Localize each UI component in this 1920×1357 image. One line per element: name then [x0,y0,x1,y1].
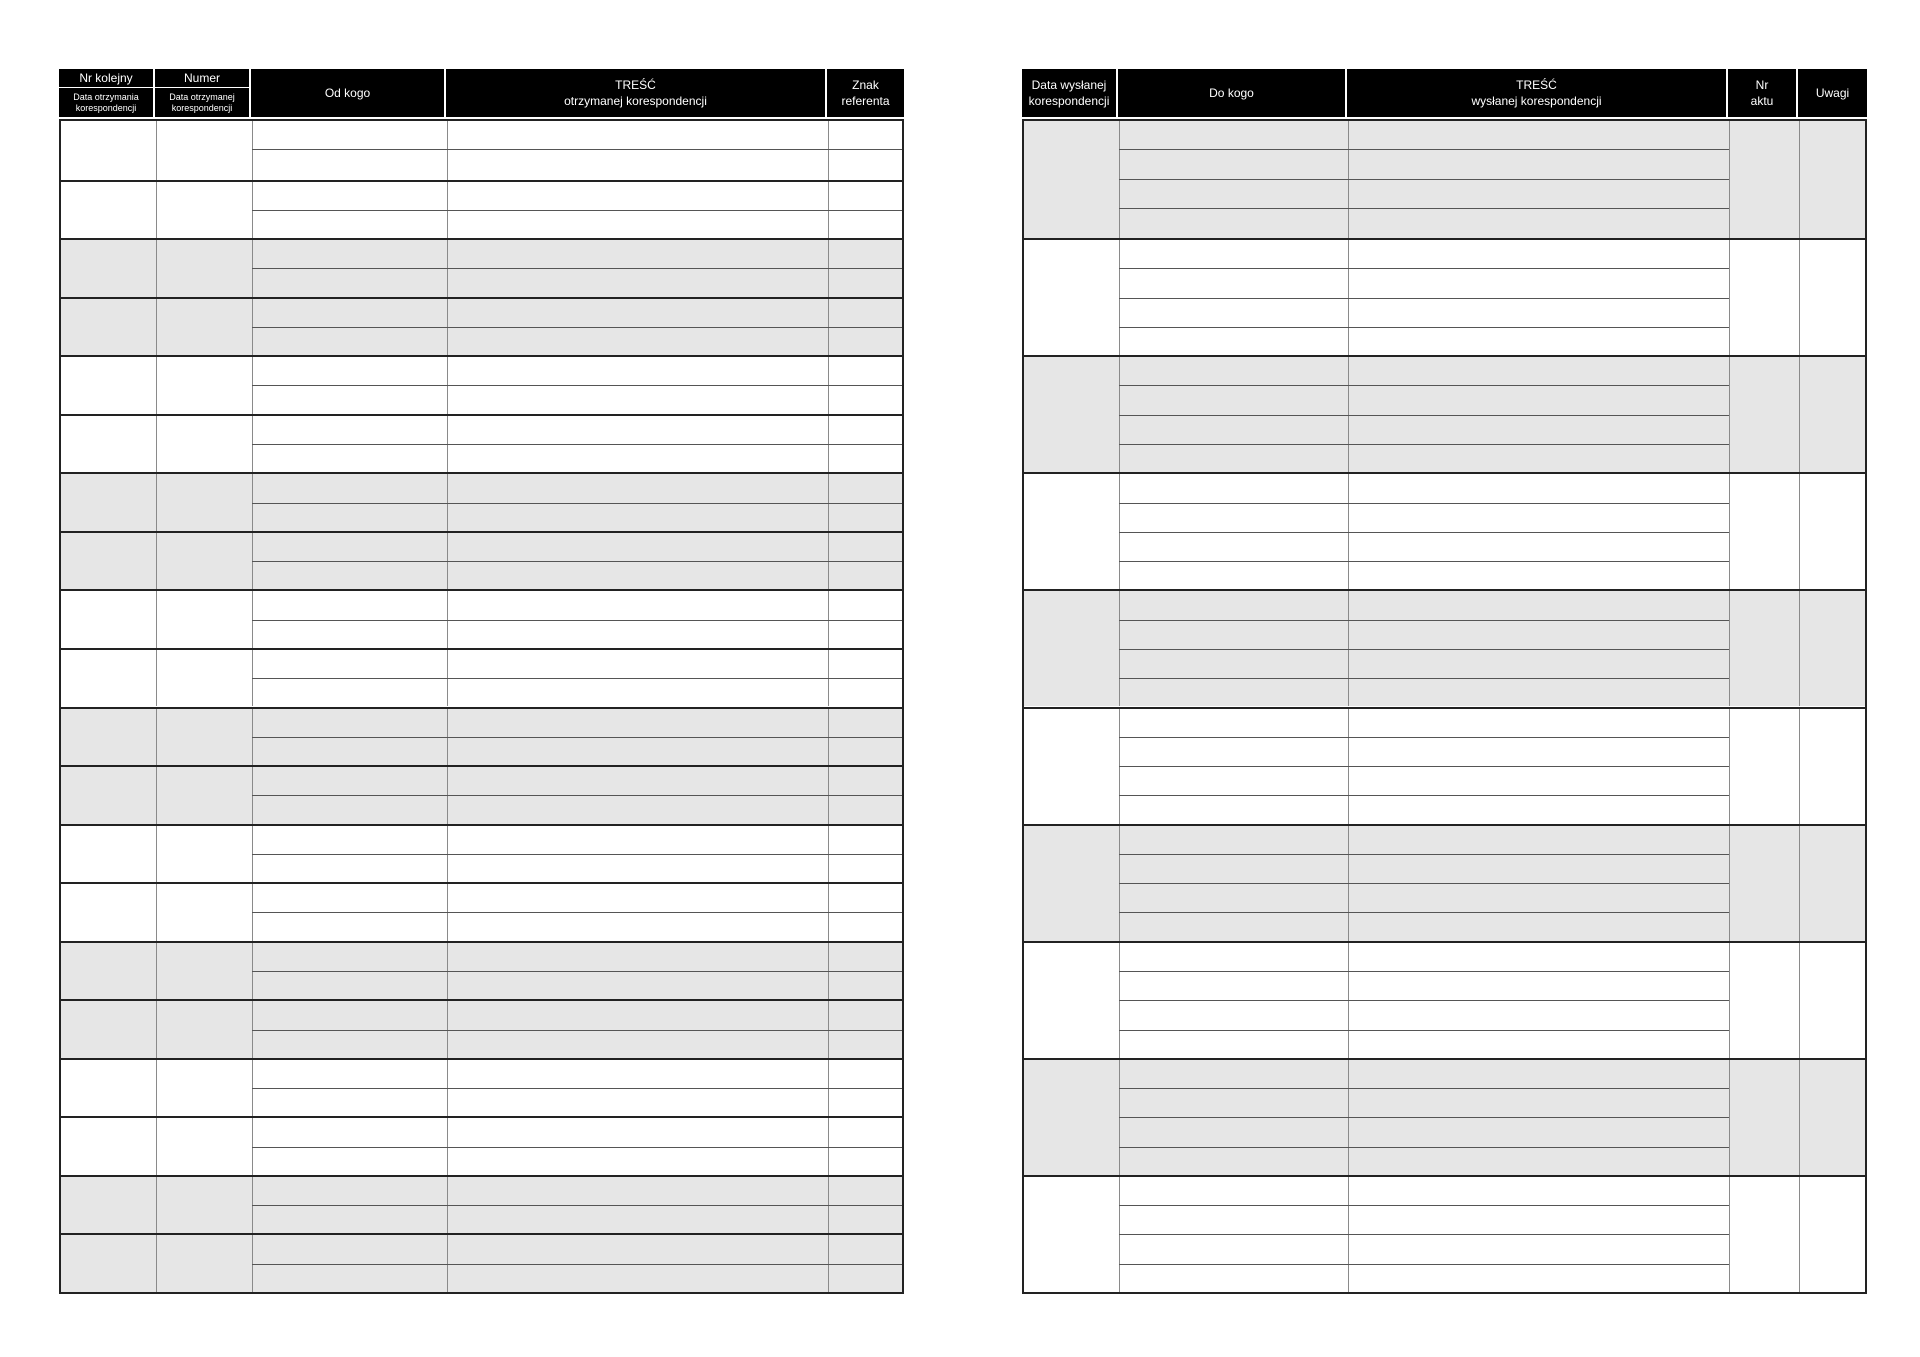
writing-line [252,1147,902,1148]
column-divider [1729,591,1730,706]
register-entry [61,999,902,1058]
writing-line [252,385,902,386]
register-entry [61,1175,902,1234]
writing-line [1119,385,1729,386]
writing-line [1119,1030,1729,1031]
column-divider [1729,1060,1730,1175]
column-divider [1729,240,1730,355]
register-entry [1024,355,1865,472]
register-entry [61,472,902,531]
register-entry [61,941,902,1000]
writing-line [1119,208,1729,209]
column-divider [1799,474,1800,589]
register-entry [1024,589,1865,706]
column-divider [156,1001,157,1058]
column-divider [1799,121,1800,238]
column-divider [156,884,157,941]
writing-line [1119,854,1729,855]
column-divider [156,182,157,239]
register-entry [61,648,902,707]
register-entry [1024,1175,1865,1292]
column-divider [156,474,157,531]
writing-line [1119,737,1729,738]
writing-line [1119,971,1729,972]
writing-line [1119,268,1729,269]
column-divider [1799,709,1800,824]
column-divider [1799,1177,1800,1292]
writing-line [252,1088,902,1089]
column-divider [1348,121,1349,238]
column-divider [1799,943,1800,1058]
writing-line [1119,620,1729,621]
column-divider [1729,357,1730,472]
column-divider [447,121,448,180]
column-divider [1799,357,1800,472]
register-entry [61,707,902,766]
register-entry [61,882,902,941]
writing-line [1119,1234,1729,1235]
header-data-otrzymanej-label: Data otrzymanej korespondencji [169,91,235,113]
register-entry [1024,238,1865,355]
header-numer [155,69,251,117]
writing-line [1119,415,1729,416]
register-entry [61,1233,902,1292]
column-divider [156,767,157,824]
column-divider [156,826,157,883]
writing-line [252,795,902,796]
writing-line [1119,561,1729,562]
column-divider [156,121,157,180]
register-entry [1024,121,1865,238]
header-wyslanej-korespondencji-label: wysłanej korespondencji [1471,94,1602,108]
column-divider [1799,591,1800,706]
writing-line [1119,1000,1729,1001]
outgoing-register-page [1022,69,1867,1294]
writing-line [1119,1264,1729,1265]
column-divider [156,943,157,1000]
writing-line [252,268,902,269]
writing-line [1119,298,1729,299]
header-nr-kolejny-label: Nr kolejny [59,69,153,88]
writing-line [1119,532,1729,533]
header-uwagi-label: Uwagi [1815,86,1850,100]
writing-line [252,1030,902,1031]
outgoing-register-grid [1022,119,1867,1294]
header-data-wyslanej-label: Data wysłanej [1031,78,1107,92]
writing-line [1119,912,1729,913]
writing-line [1119,1147,1729,1148]
register-entry [61,1116,902,1175]
header-tresc-wyslanej [1347,69,1728,117]
header-znak-referenta [827,69,904,117]
writing-line [1119,327,1729,328]
column-divider [156,1060,157,1117]
header-otrzymanej-korespondencji-label: otrzymanej korespondencji [564,94,707,108]
outgoing-header-row [1022,69,1867,117]
column-divider [1729,1177,1730,1292]
writing-line [1119,795,1729,796]
writing-line [1119,1205,1729,1206]
header-referenta-label: referenta [841,94,890,108]
column-divider [1729,474,1730,589]
register-entry [1024,472,1865,589]
column-divider [252,121,253,180]
writing-line [1119,883,1729,884]
header-data-wyslanej [1022,69,1118,117]
incoming-register-page [59,69,904,1294]
writing-line [252,561,902,562]
writing-line [252,1264,902,1265]
register-entry [61,238,902,297]
header-tresc-label: TREŚĆ [1516,78,1557,92]
register-entry [61,297,902,356]
writing-line [252,444,902,445]
header-tresc-otrzymanej [446,69,827,117]
header-numer-label: Numer [155,69,249,88]
writing-line [252,854,902,855]
header-od-kogo-label: Od kogo [324,86,371,100]
register-entry [1024,707,1865,824]
writing-line [252,620,902,621]
column-divider [156,1235,157,1292]
writing-line [252,327,902,328]
writing-line [252,678,902,679]
header-od-kogo [251,69,446,117]
column-divider [1729,943,1730,1058]
column-divider [156,1177,157,1234]
register-entry [61,1058,902,1117]
column-divider [1119,121,1120,238]
column-divider [1799,240,1800,355]
column-divider [156,591,157,648]
column-divider [156,299,157,356]
incoming-header-row [59,69,904,117]
incoming-register-grid [59,119,904,1294]
register-entry [61,765,902,824]
header-korespondencji-label: korespondencji [1028,94,1110,108]
header-do-kogo-label: Do kogo [1209,86,1254,100]
writing-line [252,1205,902,1206]
writing-line [252,971,902,972]
header-data-otrzymania-label: Data otrzymania korespondencji [73,91,139,113]
column-divider [156,240,157,297]
column-divider [1729,709,1730,824]
writing-line [1119,149,1729,150]
register-entry [61,414,902,473]
writing-line [1119,766,1729,767]
register-entry [1024,1058,1865,1175]
header-znak-label: Znak [852,78,879,92]
writing-line [1119,444,1729,445]
column-divider [156,416,157,473]
header-do-kogo [1118,69,1347,117]
register-entry [61,589,902,648]
register-entry [61,531,902,590]
writing-line [252,912,902,913]
register-entry [1024,941,1865,1058]
writing-line [252,149,902,150]
writing-line [1119,678,1729,679]
register-entry [61,824,902,883]
column-divider [156,357,157,414]
column-divider [156,533,157,590]
column-divider [156,709,157,766]
column-divider [1729,826,1730,941]
header-nr-kolejny [59,69,155,117]
writing-line [252,210,902,211]
header-aktu-label: aktu [1750,94,1774,108]
header-tresc-label: TREŚĆ [615,78,656,92]
register-entry [1024,824,1865,941]
column-divider [1799,826,1800,941]
register-entry [61,355,902,414]
writing-line [252,503,902,504]
column-divider [156,650,157,707]
column-divider [156,1118,157,1175]
column-divider [1799,1060,1800,1175]
writing-line [1119,1117,1729,1118]
header-uwagi [1798,69,1867,117]
register-entry [61,180,902,239]
column-divider [1729,121,1730,238]
header-nr-aktu [1728,69,1798,117]
writing-line [252,737,902,738]
writing-line [1119,179,1729,180]
writing-line [1119,503,1729,504]
header-nr-label: Nr [1755,78,1769,92]
writing-line [1119,1088,1729,1089]
column-divider [828,121,829,180]
register-entry [61,121,902,180]
writing-line [1119,649,1729,650]
